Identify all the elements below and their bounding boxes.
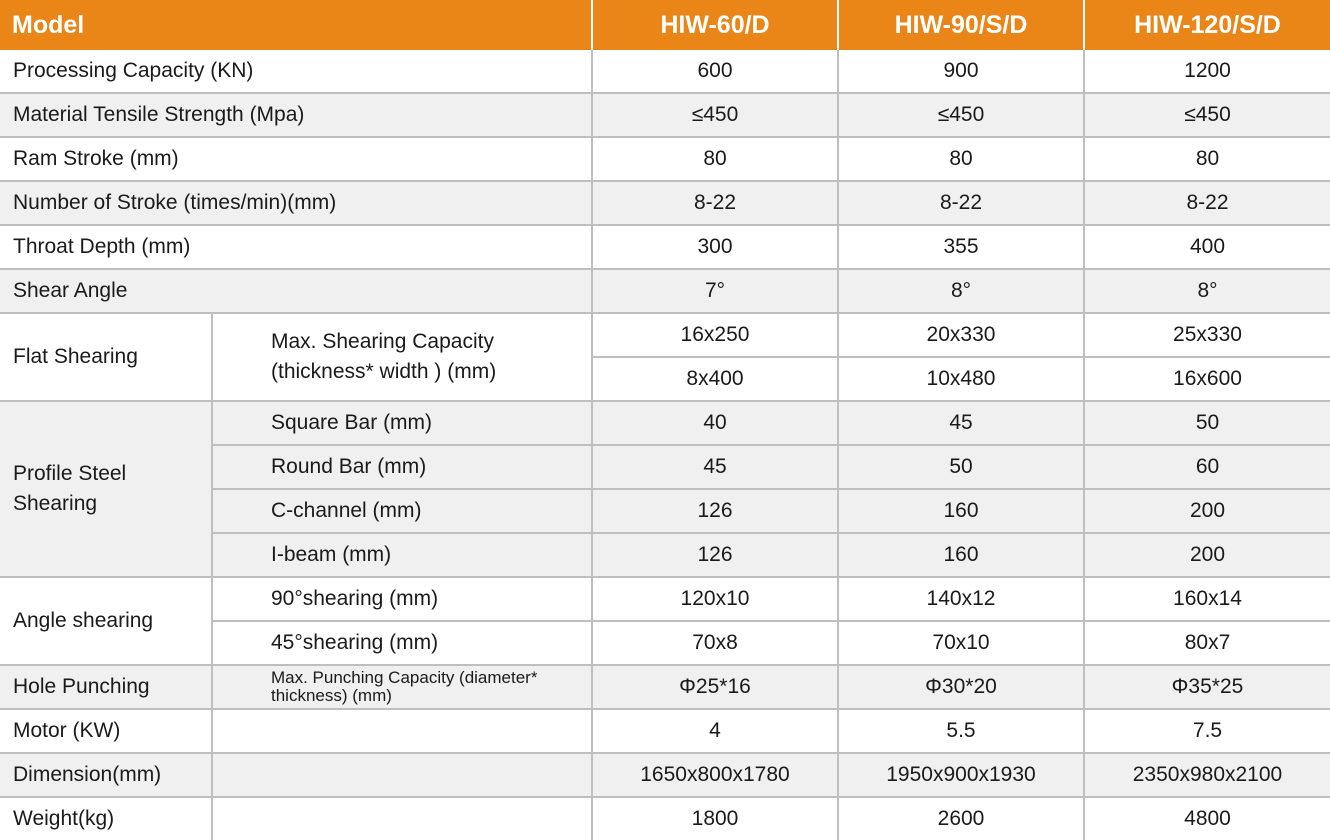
cell-value: 60 xyxy=(1084,445,1330,489)
cell-value: 8-22 xyxy=(592,181,838,225)
model-name: HIW-120/S/D xyxy=(1084,0,1330,50)
row-label: 90°shearing (mm) xyxy=(212,577,592,621)
cell-value: 70x10 xyxy=(838,621,1084,665)
table-row xyxy=(0,137,1330,181)
cell-value: 355 xyxy=(838,225,1084,269)
empty-cell xyxy=(212,753,592,797)
table-row xyxy=(0,93,1330,137)
cell-value: 1800 xyxy=(592,797,838,840)
cell-value: 5.5 xyxy=(838,709,1084,753)
table-row xyxy=(0,269,1330,313)
cell-value: 70x8 xyxy=(592,621,838,665)
cell-value: 4800 xyxy=(1084,797,1330,840)
cell-value: 1650x800x1780 xyxy=(592,753,838,797)
model-name: HIW-60/D xyxy=(592,0,838,50)
cell-value: 1950x900x1930 xyxy=(838,753,1084,797)
row-label: Dimension(mm) xyxy=(0,753,212,797)
cell-value: Φ35*25 xyxy=(1084,665,1330,709)
table-row xyxy=(0,665,1330,709)
cell-value: 16x600 xyxy=(1084,357,1330,401)
table-row xyxy=(0,709,1330,753)
cell-value: 160 xyxy=(838,489,1084,533)
cell-value: 120x10 xyxy=(592,577,838,621)
group-label: Hole Punching xyxy=(0,665,212,709)
cell-value: 8-22 xyxy=(1084,181,1330,225)
header-row xyxy=(0,0,1330,50)
table-row xyxy=(0,577,1330,621)
row-label: Processing Capacity (KN) xyxy=(0,50,592,93)
cell-value: 126 xyxy=(592,533,838,577)
table-row xyxy=(0,753,1330,797)
cell-value: 200 xyxy=(1084,533,1330,577)
cell-value: 16x250 xyxy=(592,313,838,357)
cell-value: Φ30*20 xyxy=(838,665,1084,709)
row-label: Max. Shearing Capacity (thickness* width ) (mm) xyxy=(212,313,592,401)
cell-value: 45 xyxy=(592,445,838,489)
cell-value: ≤450 xyxy=(1084,93,1330,137)
table-row xyxy=(0,225,1330,269)
cell-value: 80 xyxy=(592,137,838,181)
cell-value: 10x480 xyxy=(838,357,1084,401)
cell-value: 7.5 xyxy=(1084,709,1330,753)
row-label: Material Tensile Strength (Mpa) xyxy=(0,93,592,137)
row-label: Ram Stroke (mm) xyxy=(0,137,592,181)
model-name: HIW-90/S/D xyxy=(838,0,1084,50)
cell-value: 4 xyxy=(592,709,838,753)
cell-value: 126 xyxy=(592,489,838,533)
group-label: Profile Steel Shearing xyxy=(0,401,212,577)
row-label: Max. Punching Capacity (diameter* thickness) (mm) xyxy=(212,665,592,709)
row-label: C-channel (mm) xyxy=(212,489,592,533)
cell-value: 200 xyxy=(1084,489,1330,533)
cell-value: 20x330 xyxy=(838,313,1084,357)
cell-value: 2600 xyxy=(838,797,1084,840)
cell-value: 2350x980x2100 xyxy=(1084,753,1330,797)
row-label: 45°shearing (mm) xyxy=(212,621,592,665)
cell-value: 7° xyxy=(592,269,838,313)
cell-value: 160x14 xyxy=(1084,577,1330,621)
cell-value: 80 xyxy=(1084,137,1330,181)
cell-value: 140x12 xyxy=(838,577,1084,621)
group-label: Angle shearing xyxy=(0,577,212,665)
row-label: Motor (KW) xyxy=(0,709,212,753)
cell-value: 300 xyxy=(592,225,838,269)
cell-value: ≤450 xyxy=(592,93,838,137)
cell-value: 8° xyxy=(1084,269,1330,313)
table-row xyxy=(0,181,1330,225)
table-row xyxy=(0,50,1330,93)
row-label: Number of Stroke (times/min)(mm) xyxy=(0,181,592,225)
cell-value: 600 xyxy=(592,50,838,93)
row-label: I-beam (mm) xyxy=(212,533,592,577)
cell-value: 40 xyxy=(592,401,838,445)
table-row xyxy=(0,401,1330,445)
cell-value: 45 xyxy=(838,401,1084,445)
group-label: Flat Shearing xyxy=(0,313,212,401)
cell-value: 400 xyxy=(1084,225,1330,269)
cell-value: 8° xyxy=(838,269,1084,313)
row-label: Round Bar (mm) xyxy=(212,445,592,489)
empty-cell xyxy=(212,709,592,753)
table-row xyxy=(0,797,1330,840)
row-label: Throat Depth (mm) xyxy=(0,225,592,269)
table-row xyxy=(0,313,1330,357)
row-label: Weight(kg) xyxy=(0,797,212,840)
cell-value: 50 xyxy=(838,445,1084,489)
cell-value: 900 xyxy=(838,50,1084,93)
cell-value: 25x330 xyxy=(1084,313,1330,357)
empty-cell xyxy=(212,797,592,840)
cell-value: 50 xyxy=(1084,401,1330,445)
cell-value: Φ25*16 xyxy=(592,665,838,709)
cell-value: 8x400 xyxy=(592,357,838,401)
cell-value: 8-22 xyxy=(838,181,1084,225)
cell-value: 160 xyxy=(838,533,1084,577)
row-label: Square Bar (mm) xyxy=(212,401,592,445)
cell-value: ≤450 xyxy=(838,93,1084,137)
model-header: Model xyxy=(0,0,592,50)
cell-value: 80x7 xyxy=(1084,621,1330,665)
cell-value: 80 xyxy=(838,137,1084,181)
cell-value: 1200 xyxy=(1084,50,1330,93)
row-label: Shear Angle xyxy=(0,269,592,313)
